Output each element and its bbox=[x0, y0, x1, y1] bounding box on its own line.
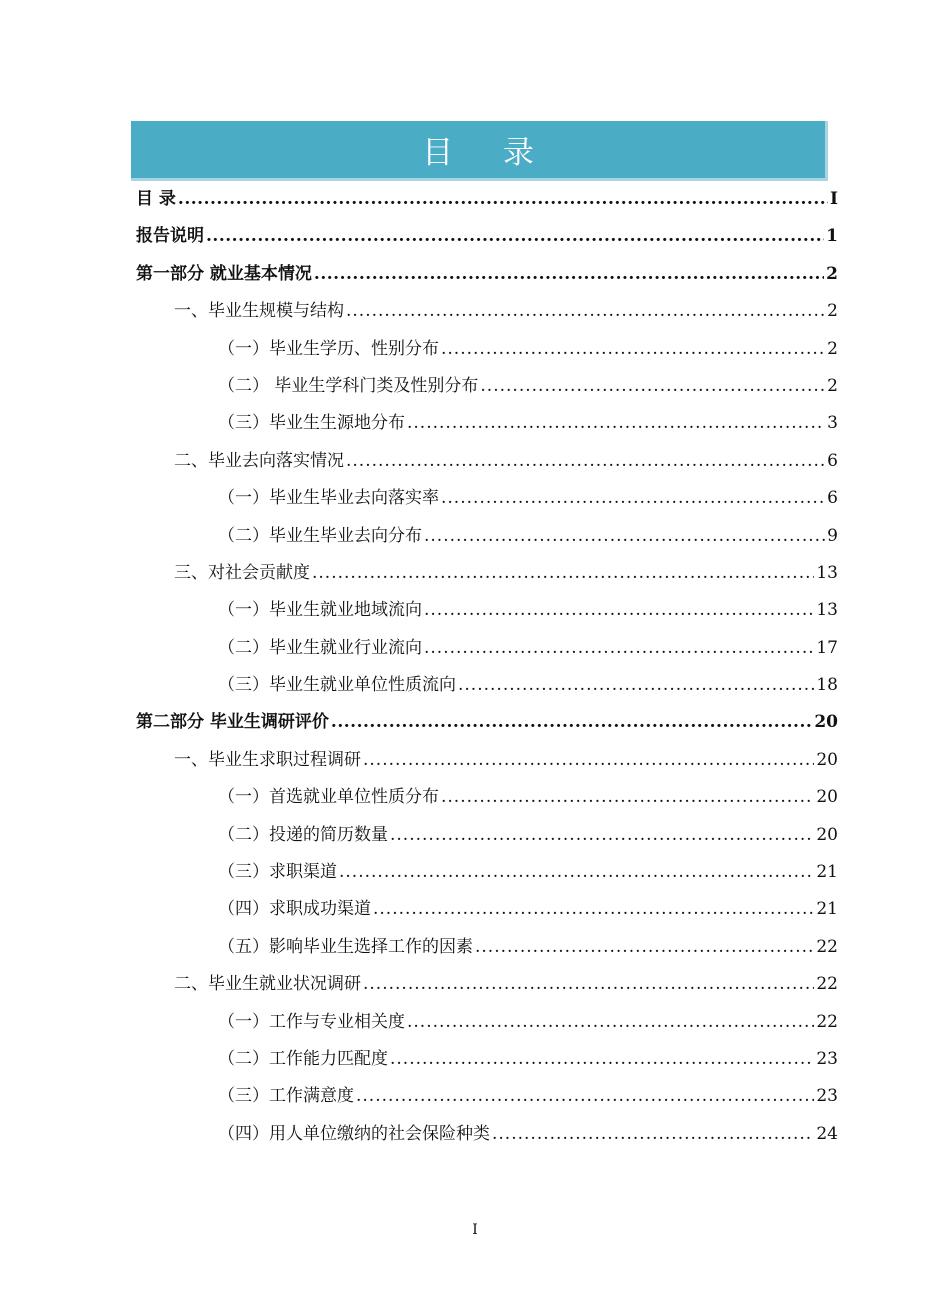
toc-entry[interactable] bbox=[136, 293, 838, 330]
toc-entry-label: （三）求职渠道 bbox=[218, 862, 337, 883]
toc-entry-label: 二、毕业去向落实情况 bbox=[174, 450, 344, 471]
toc-entry-label: （三）工作满意度 bbox=[218, 1086, 354, 1107]
toc-entry-label: 一、毕业生求职过程调研 bbox=[174, 749, 361, 770]
toc-entry-page: 2 bbox=[827, 301, 838, 322]
toc-entry-label: （二）毕业生毕业去向分布 bbox=[218, 525, 422, 546]
toc-entry-page: 2 bbox=[827, 338, 838, 359]
toc-entry[interactable] bbox=[136, 1116, 838, 1153]
toc-entry-label: 三、对社会贡献度 bbox=[174, 562, 310, 583]
dot-leader bbox=[331, 704, 812, 741]
toc-entry[interactable] bbox=[136, 704, 838, 741]
toc-entry-page: 2 bbox=[826, 263, 838, 284]
toc-entry[interactable] bbox=[136, 630, 838, 667]
toc-entry[interactable] bbox=[136, 218, 838, 255]
page-number: I bbox=[472, 1222, 478, 1238]
toc-entry-page: 9 bbox=[827, 525, 838, 546]
dot-leader bbox=[475, 929, 814, 966]
dot-leader bbox=[314, 256, 824, 293]
toc-entry-label: （四）求职成功渠道 bbox=[218, 899, 371, 920]
toc-entry[interactable] bbox=[136, 405, 838, 442]
toc-entry-label: （一）工作与专业相关度 bbox=[218, 1011, 405, 1032]
toc-entry-page: 22 bbox=[816, 1011, 838, 1032]
dot-leader bbox=[390, 817, 814, 854]
toc-entry-page: 20 bbox=[816, 824, 838, 845]
dot-leader bbox=[458, 667, 814, 704]
dot-leader bbox=[480, 368, 825, 405]
toc-entry-page: 24 bbox=[816, 1123, 838, 1144]
toc-entry-page: 1 bbox=[826, 226, 838, 247]
toc-entry-label: （一）毕业生毕业去向落实率 bbox=[218, 488, 439, 509]
toc-entry[interactable] bbox=[136, 742, 838, 779]
toc-entry-page: 23 bbox=[816, 1086, 838, 1107]
toc-entry[interactable] bbox=[136, 181, 838, 218]
dot-leader bbox=[492, 1116, 814, 1153]
toc-entry-label: （一）毕业生学历、性别分布 bbox=[218, 338, 439, 359]
dot-leader bbox=[346, 443, 825, 480]
toc-entry-label: （三）毕业生生源地分布 bbox=[218, 413, 405, 434]
toc-entry-page: 21 bbox=[816, 862, 838, 883]
toc-entry-label: （五）影响毕业生选择工作的因素 bbox=[218, 936, 473, 957]
toc-entry-label: （一）首选就业单位性质分布 bbox=[218, 787, 439, 808]
dot-leader bbox=[441, 331, 825, 368]
toc-entry[interactable] bbox=[136, 256, 838, 293]
dot-leader bbox=[424, 592, 814, 629]
toc-entry[interactable] bbox=[136, 854, 838, 891]
dot-leader bbox=[178, 181, 828, 218]
dot-leader bbox=[206, 218, 824, 255]
toc-entry[interactable] bbox=[136, 966, 838, 1003]
toc-entry[interactable] bbox=[136, 1004, 838, 1041]
dot-leader bbox=[312, 555, 814, 592]
toc-entry-page: 2 bbox=[827, 375, 838, 396]
dot-leader bbox=[424, 630, 814, 667]
toc-entry-label: （一）毕业生就业地域流向 bbox=[218, 600, 422, 621]
toc-entry[interactable] bbox=[136, 555, 838, 592]
toc-entry-label: （二）投递的简历数量 bbox=[218, 824, 388, 845]
toc-entry-page: 6 bbox=[827, 450, 838, 471]
toc-entry[interactable] bbox=[136, 779, 838, 816]
toc-entry[interactable] bbox=[136, 518, 838, 555]
toc-entry-label: （二） 毕业生学科门类及性别分布 bbox=[218, 375, 479, 396]
toc-entry-page: 18 bbox=[816, 675, 838, 696]
toc-entry-page: 22 bbox=[816, 974, 838, 995]
toc-entry[interactable] bbox=[136, 1041, 838, 1078]
toc-entry-page: 20 bbox=[816, 787, 838, 808]
toc-entry-page: 21 bbox=[816, 899, 838, 920]
dot-leader bbox=[390, 1041, 814, 1078]
dot-leader bbox=[424, 518, 825, 555]
dot-leader bbox=[407, 1004, 814, 1041]
toc-entry-label: （二）毕业生就业行业流向 bbox=[218, 637, 422, 658]
dot-leader bbox=[339, 854, 814, 891]
toc-entry-page: 13 bbox=[816, 562, 838, 583]
toc-entry-label: 第二部分 毕业生调研评价 bbox=[136, 712, 329, 733]
dot-leader bbox=[363, 742, 814, 779]
toc-entry-label: 一、毕业生规模与结构 bbox=[174, 301, 344, 322]
toc-title-banner bbox=[131, 121, 828, 181]
toc-entry-label: 报告说明 bbox=[136, 226, 204, 247]
dot-leader bbox=[441, 480, 825, 517]
page-title: 目 录 bbox=[422, 135, 554, 171]
toc-entry-page: 22 bbox=[816, 936, 838, 957]
toc-entry[interactable] bbox=[136, 592, 838, 629]
toc-entry-page: 6 bbox=[827, 488, 838, 509]
toc-entry-page: 23 bbox=[816, 1048, 838, 1069]
toc-entry-page: I bbox=[830, 189, 838, 209]
toc-entry[interactable] bbox=[136, 480, 838, 517]
toc-entry-label: （三）毕业生就业单位性质流向 bbox=[218, 675, 456, 696]
dot-leader bbox=[363, 966, 814, 1003]
toc-entry-page: 17 bbox=[816, 637, 838, 658]
dot-leader bbox=[356, 1078, 814, 1115]
toc-entry[interactable] bbox=[136, 891, 838, 928]
toc-entry[interactable] bbox=[136, 331, 838, 368]
toc-entry-label: 目 录 bbox=[136, 189, 176, 209]
dot-leader bbox=[441, 779, 814, 816]
toc-entry-label: （二）工作能力匹配度 bbox=[218, 1048, 388, 1069]
dot-leader bbox=[373, 891, 814, 928]
toc-entry-page: 13 bbox=[816, 600, 838, 621]
toc-entry[interactable] bbox=[136, 929, 838, 966]
toc-entry-page: 20 bbox=[814, 712, 838, 733]
dot-leader bbox=[346, 293, 825, 330]
toc-entry-label: 第一部分 就业基本情况 bbox=[136, 263, 312, 284]
toc-entry-label: （四）用人单位缴纳的社会保险种类 bbox=[218, 1123, 490, 1144]
toc-entry-page: 3 bbox=[827, 413, 838, 434]
toc-entry[interactable] bbox=[136, 667, 838, 704]
toc-entry-label: 二、毕业生就业状况调研 bbox=[174, 974, 361, 995]
dot-leader bbox=[407, 405, 825, 442]
toc-entry[interactable] bbox=[136, 368, 838, 405]
toc-entry[interactable] bbox=[136, 1078, 838, 1115]
toc-entry[interactable] bbox=[136, 443, 838, 480]
table-of-contents bbox=[136, 181, 838, 1153]
toc-entry[interactable] bbox=[136, 817, 838, 854]
toc-entry-page: 20 bbox=[816, 749, 838, 770]
